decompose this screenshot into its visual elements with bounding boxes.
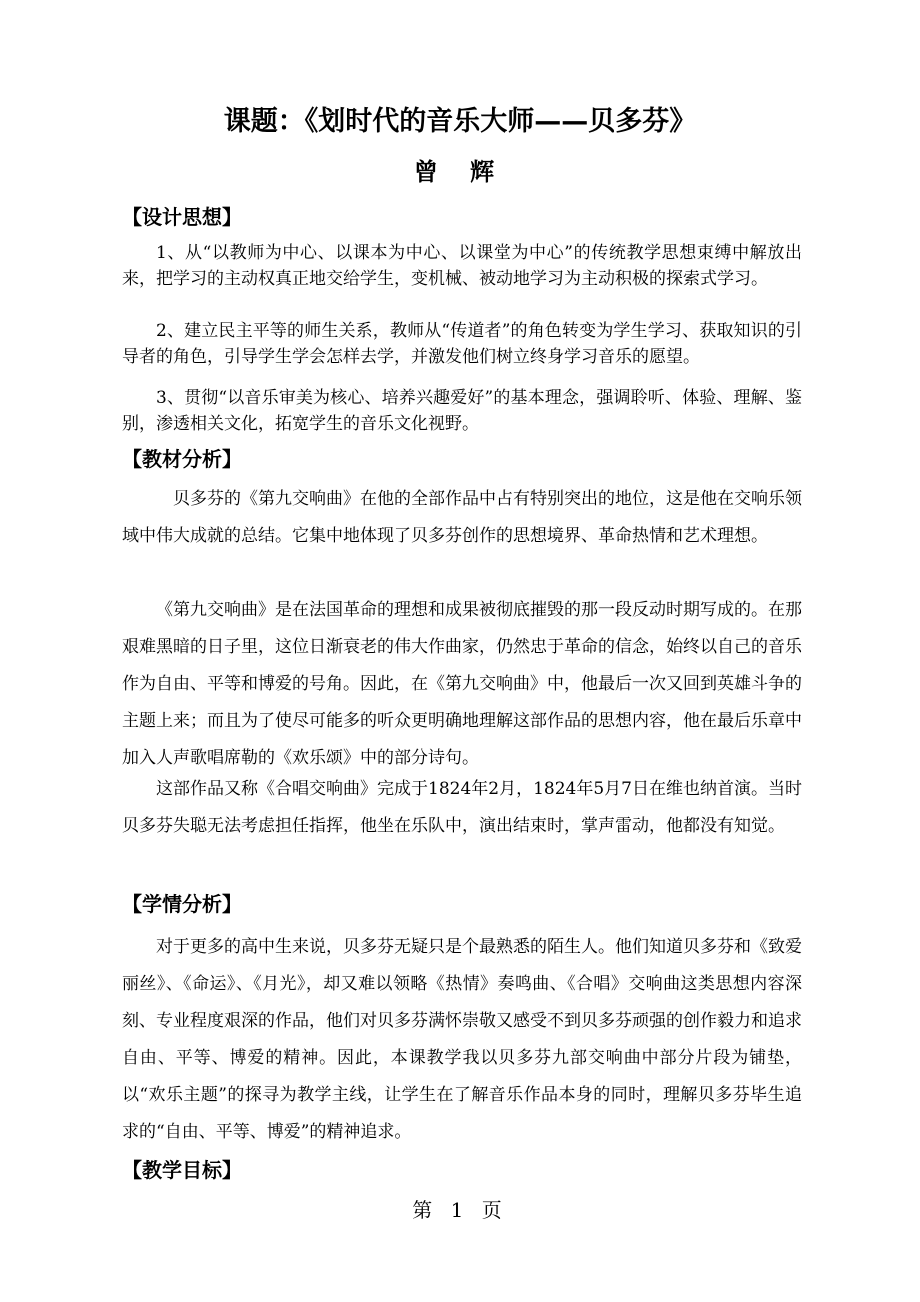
learners-paragraph-1: 对于更多的高中生来说，贝多芬无疑只是个最熟悉的陌生人。他们知道贝多芬和《致爱丽丝》、《命运》、《月光》，却又难以领略《热情》奏鸣曲、《合唱》交响曲这类思想内容深刻、专业程度艰深的作品，他们对贝多芬满怀崇敬又感受不到贝多芬顽强的创作毅力和追求自由、平等、博爱的精神。因此，本课教学我以贝多芬九部交响曲中部分片段为铺垫，以“欢乐主题”的探寻为教学主线，让学生在了解音乐作品本身的同时，理解贝多芬毕生追求的“自由、平等、博爱”的精神追求。 bbox=[122, 937, 802, 1142]
materials-paragraph-3: 这部作品又称《合唱交响曲》完成于1824年2月，1824年5月7日在维也纳首演。当时贝多芬失聪无法考虑担任指挥，他坐在乐队中，演出结束时，掌声雷动，他都没有知觉。 bbox=[122, 779, 802, 836]
section-heading-goals: 【教学目标】 bbox=[122, 1158, 242, 1182]
author-name: 曾 辉 bbox=[413, 158, 507, 186]
design-paragraph-3: 3、贯彻“以音乐审美为核心、培养兴趣爱好”的基本理念，强调聆听、体验、理解、鉴别，渗透相关文化，拓宽学生的音乐文化视野。 bbox=[122, 388, 802, 434]
design-paragraph-2: 2、建立民主平等的师生关系，教师从“传道者”的角色转变为学生学习、获取知识的引导者的角色，引导学生学会怎样去学，并激发他们树立终身学习音乐的愿望。 bbox=[122, 321, 802, 367]
document-title: 课题：《划时代的音乐大师——贝多芬》 bbox=[223, 106, 697, 137]
design-paragraph-1: 1、从“以教师为中心、以课本为中心、以课堂为中心”的传统教学思想束缚中解放出来，把学习的主动权真正地交给学生，变机械、被动地学习为主动积极的探索式学习。 bbox=[122, 243, 802, 289]
section-heading-materials: 【教材分析】 bbox=[122, 447, 242, 471]
materials-paragraph-1: 贝多芬的《第九交响曲》在他的全部作品中占有特别突出的地位，这是他在交响乐领域中伟大成就的总结。它集中地体现了贝多芬创作的思想境界、革命热情和艺术理想。 bbox=[122, 489, 802, 546]
page-number: 第 1 页 bbox=[412, 1198, 508, 1222]
section-heading-learners: 【学情分析】 bbox=[122, 892, 242, 916]
materials-paragraph-2: 《第九交响曲》是在法国革命的理想和成果被彻底摧毁的那一段反动时期写成的。在那艰难黑暗的日子里，这位日渐衰老的伟大作曲家，仍然忠于革命的信念，始终以自己的音乐作为自由、平等和博爱的号角。因此，在《第九交响曲》中，他最后一次又回到英雄斗争的主题上来；而且为了使尽可能多的听众更明确地理解这部作品的思想内容，他在最后乐章中加入人声歌唱席勒的《欢乐颂》中的部分诗句。 bbox=[122, 600, 802, 768]
section-heading-design: 【设计思想】 bbox=[122, 205, 242, 229]
